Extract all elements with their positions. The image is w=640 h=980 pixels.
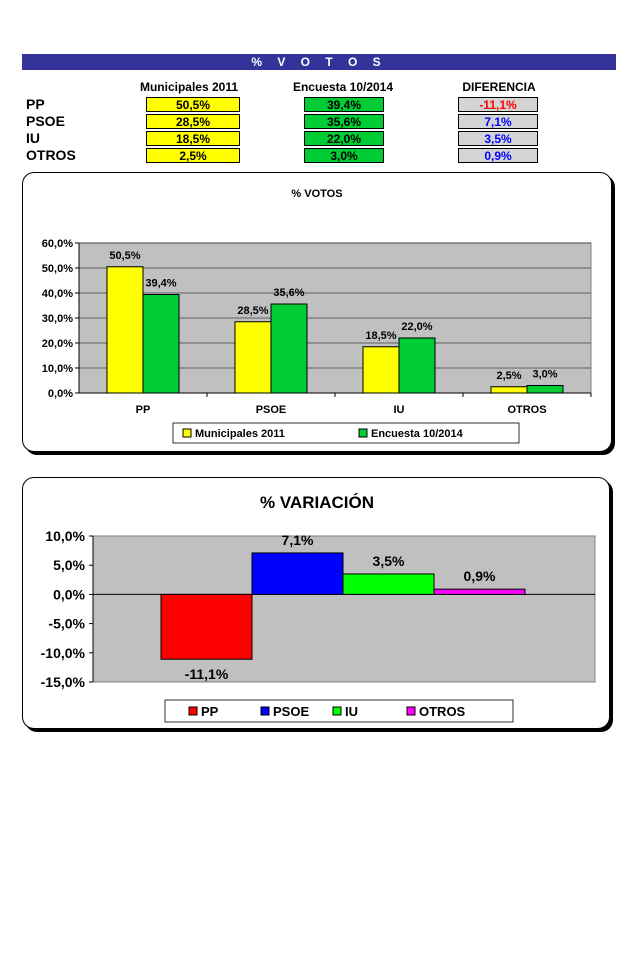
cell-diferencia-pp: -11,1% xyxy=(458,97,538,112)
legend-label: Encuesta 10/2014 xyxy=(371,428,463,440)
row-label-otros: OTROS xyxy=(26,147,76,163)
data-label: 0,9% xyxy=(463,568,496,585)
cell-encuesta-psoe: 35,6% xyxy=(304,114,384,129)
x-tick-label: PP xyxy=(135,404,151,416)
y-tick-label: 10,0% xyxy=(41,363,73,375)
legend-swatch xyxy=(359,429,367,437)
votos-banner: % V O T O S xyxy=(22,54,616,70)
cell-encuesta-pp: 39,4% xyxy=(304,97,384,112)
data-label: 18,5% xyxy=(365,329,397,342)
bar-municipales xyxy=(491,387,527,393)
y-tick-label: -15,0% xyxy=(40,674,85,690)
legend-swatch xyxy=(183,429,191,437)
y-tick-label: 40,0% xyxy=(41,288,73,300)
bar-encuesta xyxy=(143,295,179,394)
legend-label: Municipales 2011 xyxy=(195,428,285,440)
variacion-bar-chart xyxy=(23,478,609,728)
bar-encuesta xyxy=(399,338,435,393)
data-label: 7,1% xyxy=(281,531,314,548)
col-header-encuesta: Encuesta 10/2014 xyxy=(292,80,394,94)
data-label: 50,5% xyxy=(109,249,141,262)
y-tick-label: 10,0% xyxy=(45,528,85,544)
cell-encuesta-otros: 3,0% xyxy=(304,148,384,163)
votos-chart-panel xyxy=(22,172,612,452)
y-tick-label: 5,0% xyxy=(53,557,85,574)
y-tick-label: -5,0% xyxy=(48,615,85,632)
data-label: 28,5% xyxy=(237,304,269,317)
bar-iu xyxy=(343,574,434,594)
bar-municipales xyxy=(235,322,271,393)
data-label: 2,5% xyxy=(496,369,522,382)
data-label: 35,6% xyxy=(273,287,305,299)
legend-label: PSOE xyxy=(273,704,310,719)
bar-encuesta xyxy=(527,386,563,394)
legend-swatch xyxy=(407,707,415,715)
bar-pp xyxy=(161,594,252,659)
y-tick-label: -10,0% xyxy=(40,644,85,661)
legend-swatch xyxy=(333,707,341,715)
bar-encuesta xyxy=(271,304,307,393)
data-label: 39,4% xyxy=(145,277,177,290)
cell-municipales-otros: 2,5% xyxy=(146,148,240,163)
cell-encuesta-iu: 22,0% xyxy=(304,131,384,146)
cell-diferencia-psoe: 7,1% xyxy=(458,114,538,129)
y-tick-label: 60,0% xyxy=(41,238,73,250)
legend-label: OTROS xyxy=(419,704,466,719)
y-tick-label: 0,0% xyxy=(47,388,73,400)
row-label-pp: PP xyxy=(26,96,45,112)
data-label: 3,5% xyxy=(372,552,405,569)
y-tick-label: 0,0% xyxy=(53,586,85,603)
bar-municipales xyxy=(363,347,399,393)
x-tick-label: OTROS xyxy=(507,404,547,416)
bar-psoe xyxy=(252,553,343,594)
x-tick-label: IU xyxy=(393,404,405,416)
bar-otros xyxy=(434,589,525,594)
variacion-chart-panel xyxy=(22,477,610,729)
cell-municipales-psoe: 28,5% xyxy=(146,114,240,129)
chart-title: % VOTOS xyxy=(291,188,343,200)
legend-swatch xyxy=(261,707,269,715)
bar-municipales xyxy=(107,267,143,393)
data-label: -11,1% xyxy=(184,666,229,683)
cell-diferencia-iu: 3,5% xyxy=(458,131,538,146)
cell-municipales-iu: 18,5% xyxy=(146,131,240,146)
votos-bar-chart xyxy=(23,173,611,451)
col-header-municipales: Municipales 2011 xyxy=(139,80,239,94)
row-label-psoe: PSOE xyxy=(26,113,65,129)
data-label: 22,0% xyxy=(401,321,433,333)
x-tick-label: PSOE xyxy=(255,404,287,416)
y-tick-label: 20,0% xyxy=(41,338,73,350)
cell-municipales-pp: 50,5% xyxy=(146,97,240,112)
chart-title: % VARIACIÓN xyxy=(260,493,374,512)
legend-swatch xyxy=(189,707,197,715)
legend-label: PP xyxy=(201,704,219,719)
y-tick-label: 50,0% xyxy=(41,263,73,275)
row-label-iu: IU xyxy=(26,130,40,146)
cell-diferencia-otros: 0,9% xyxy=(458,148,538,163)
legend-label: IU xyxy=(345,704,358,719)
col-header-diferencia: DIFERENCIA xyxy=(462,80,536,94)
y-tick-label: 30,0% xyxy=(41,313,73,325)
data-label: 3,0% xyxy=(532,368,558,381)
